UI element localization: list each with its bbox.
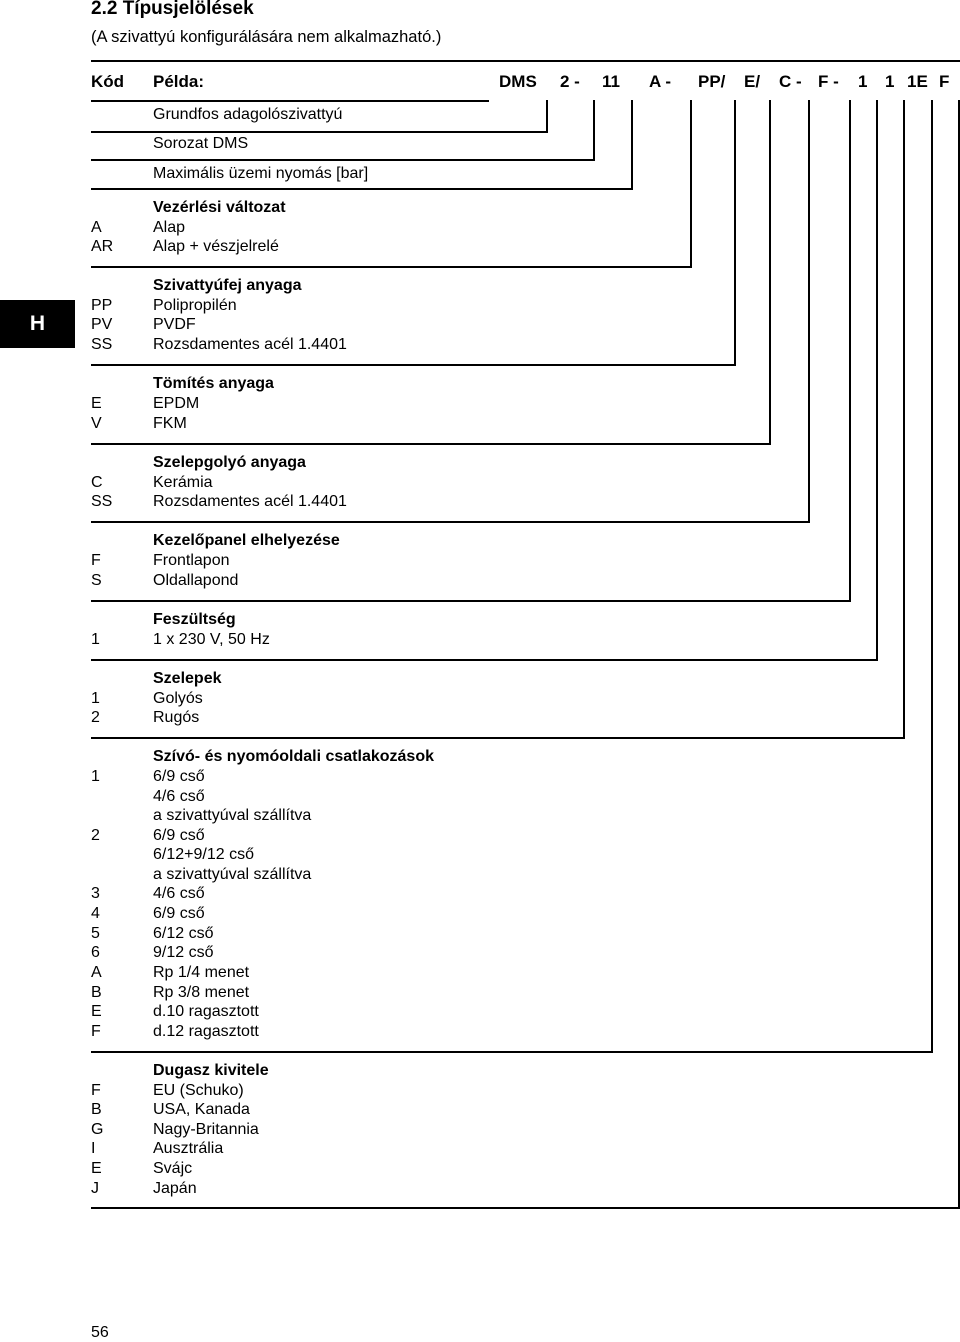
bracket-vertical — [631, 100, 633, 190]
code-key: E — [91, 1160, 102, 1177]
code-key: G — [91, 1121, 104, 1138]
code-key: A — [91, 219, 102, 236]
code-key: 5 — [91, 925, 100, 942]
code-description: Grundfos adagolószivattyú — [153, 106, 343, 123]
code-description: 4/6 cső — [153, 788, 205, 805]
bracket-vertical — [593, 100, 595, 161]
page-number: 56 — [91, 1324, 109, 1341]
code-description: Ausztrália — [153, 1140, 224, 1157]
group-heading: Kezelőpanel elhelyezése — [153, 532, 340, 549]
code-description: 6/9 cső — [153, 905, 205, 922]
bracket-horizontal — [91, 131, 548, 133]
example-code: F — [939, 72, 950, 91]
code-description: Svájc — [153, 1160, 193, 1177]
code-key: 1 — [91, 631, 100, 648]
group-heading: Feszültség — [153, 611, 236, 628]
code-description: Sorozat DMS — [153, 135, 249, 152]
code-description: 9/12 cső — [153, 944, 214, 961]
group-heading: Tömítés anyaga — [153, 375, 274, 392]
bracket-vertical — [808, 100, 810, 523]
code-key: F — [91, 1082, 101, 1099]
code-description: Maximális üzemi nyomás [bar] — [153, 165, 369, 182]
bracket-vertical — [546, 100, 548, 133]
bracket-horizontal — [91, 737, 905, 739]
code-key: E — [91, 395, 102, 412]
bracket-horizontal — [91, 159, 595, 161]
code-description: EPDM — [153, 395, 200, 412]
language-tab-label: H — [29, 312, 46, 335]
code-key: A — [91, 964, 102, 981]
code-key: 2 — [91, 709, 100, 726]
section-title: 2.2 Típusjelölések — [91, 0, 254, 19]
group-heading: Szivattyúfej anyaga — [153, 277, 302, 294]
code-key: 4 — [91, 905, 100, 922]
code-key: I — [91, 1140, 96, 1157]
code-description: Golyós — [153, 690, 203, 707]
code-description: d.12 ragasztott — [153, 1023, 259, 1040]
code-description: Alap + vészjelrelé — [153, 238, 279, 255]
example-code: 2 - — [560, 72, 580, 91]
code-description: Alap — [153, 219, 186, 236]
code-description: d.10 ragasztott — [153, 1003, 259, 1020]
top-rule — [91, 60, 960, 62]
code-description: 4/6 cső — [153, 885, 205, 902]
code-description: 6/9 cső — [153, 827, 205, 844]
group-heading: Vezérlési változat — [153, 199, 286, 216]
code-description: Rozsdamentes acél 1.4401 — [153, 493, 347, 510]
code-key: 3 — [91, 885, 100, 902]
example-code: A - — [649, 72, 672, 91]
bracket-horizontal — [91, 659, 878, 661]
code-key: AR — [91, 238, 114, 255]
code-description: Polipropilén — [153, 297, 237, 314]
example-code: 1E — [907, 72, 928, 91]
example-code: DMS — [499, 72, 537, 91]
code-key: J — [91, 1180, 99, 1197]
code-key: V — [91, 415, 102, 432]
code-key: F — [91, 1023, 101, 1040]
bracket-vertical — [931, 100, 933, 1053]
bracket-horizontal — [91, 443, 771, 445]
bracket-horizontal — [91, 1207, 960, 1209]
header-pelda: Példa: — [153, 72, 205, 91]
code-key: B — [91, 1101, 102, 1118]
bracket-vertical — [876, 100, 878, 661]
code-description: a szivattyúval szállítva — [153, 807, 312, 824]
code-key: 6 — [91, 944, 100, 961]
code-key: C — [91, 474, 103, 491]
group-heading: Dugasz kivitele — [153, 1062, 269, 1079]
example-code: 11 — [602, 72, 620, 91]
bracket-horizontal — [91, 600, 851, 602]
code-description: a szivattyúval szállítva — [153, 866, 312, 883]
code-description: FKM — [153, 415, 187, 432]
bracket-horizontal — [91, 188, 633, 190]
header-underline — [91, 100, 489, 102]
bracket-vertical — [769, 100, 771, 445]
section-note: (A szivattyú konfigurálására nem alkalmazható.) — [91, 28, 442, 46]
example-code: E/ — [744, 72, 761, 91]
code-key: 1 — [91, 690, 100, 707]
code-description: Rozsdamentes acél 1.4401 — [153, 336, 347, 353]
example-code: 1 — [858, 72, 868, 91]
example-code: 1 — [885, 72, 895, 91]
code-description: 6/9 cső — [153, 768, 205, 785]
bracket-vertical — [849, 100, 851, 602]
code-description: Oldallapond — [153, 572, 239, 589]
code-key: SS — [91, 336, 113, 353]
code-description: PVDF — [153, 316, 196, 333]
group-heading: Szelepek — [153, 670, 222, 687]
code-description: Rp 3/8 menet — [153, 984, 250, 1001]
group-heading: Szelepgolyó anyaga — [153, 454, 306, 471]
code-description: 1 x 230 V, 50 Hz — [153, 631, 270, 648]
language-tab — [0, 300, 75, 348]
code-key: S — [91, 572, 102, 589]
code-key: F — [91, 552, 101, 569]
code-key: B — [91, 984, 102, 1001]
bracket-horizontal — [91, 266, 692, 268]
bracket-horizontal — [91, 364, 736, 366]
code-description: USA, Kanada — [153, 1101, 250, 1118]
code-key: E — [91, 1003, 102, 1020]
code-description: Rp 1/4 menet — [153, 964, 250, 981]
code-description: Nagy-Britannia — [153, 1121, 259, 1138]
bracket-horizontal — [91, 521, 810, 523]
bracket-horizontal — [91, 1051, 933, 1053]
code-description: Frontlapon — [153, 552, 230, 569]
bracket-vertical — [690, 100, 692, 268]
header-kod: Kód — [91, 72, 125, 91]
bracket-vertical — [903, 100, 905, 739]
code-key: PP — [91, 297, 113, 314]
code-description: Japán — [153, 1180, 197, 1197]
example-code: F - — [818, 72, 839, 91]
code-key: PV — [91, 316, 113, 333]
code-description: Kerámia — [153, 474, 213, 491]
example-code: C - — [779, 72, 802, 91]
code-description: EU (Schuko) — [153, 1082, 244, 1099]
bracket-vertical — [734, 100, 736, 366]
code-description: 6/12 cső — [153, 925, 214, 942]
example-code: PP/ — [698, 72, 726, 91]
code-key: 1 — [91, 768, 100, 785]
code-description: Rugós — [153, 709, 200, 726]
code-description: 6/12+9/12 cső — [153, 846, 254, 863]
code-key: 2 — [91, 827, 100, 844]
code-key: SS — [91, 493, 113, 510]
group-heading: Szívó- és nyomóoldali csatlakozások — [153, 748, 434, 765]
